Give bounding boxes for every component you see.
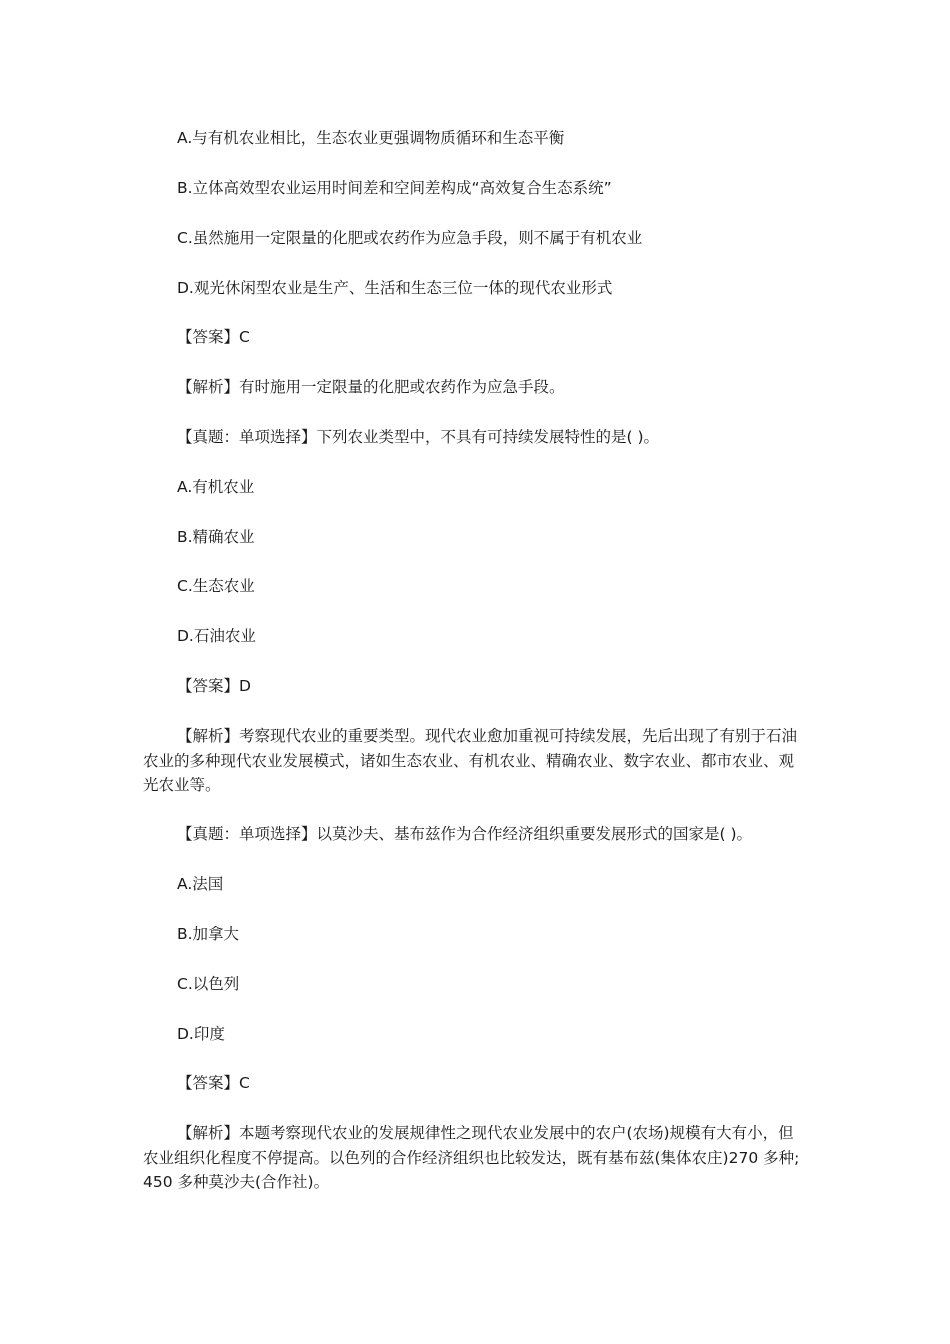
question-3: 【真题：单项选择】以莫沙夫、基布兹作为合作经济组织重要发展形式的国家是( )。 <box>177 825 753 843</box>
answer-q1: 【答案】C <box>177 328 250 346</box>
option-a-q1: A.与有机农业相比，生态农业更强调物质循环和生态平衡 <box>177 129 565 147</box>
option-c-q3: C.以色列 <box>177 975 240 993</box>
analysis-q3: 【解析】本题考察现代农业的发展规律性之现代农业发展中的农户(农场)规模有大有小，但农业组织化程度不停提高。以色列的合作经济组织也比较发达，既有基布兹(集体农庄)270 多种;450 多种莫沙夫(合作社)。 <box>143 1124 800 1191</box>
analysis-q1: 【解析】有时施用一定限量的化肥或农药作为应急手段。 <box>177 378 565 396</box>
answer-q3: 【答案】C <box>177 1074 250 1092</box>
option-a-q2: A.有机农业 <box>177 478 255 496</box>
option-d-q2: D.石油农业 <box>177 627 256 645</box>
option-c-q2: C.生态农业 <box>177 577 255 595</box>
option-b-q2: B.精确农业 <box>177 528 255 546</box>
option-c-q1: C.虽然施用一定限量的化肥或农药作为应急手段，则不属于有机农业 <box>177 229 643 247</box>
analysis-q2: 【解析】考察现代农业的重要类型。现代农业愈加重视可持续发展，先后出现了有别于石油农业的多种现代农业发展模式，诸如生态农业、有机农业、精确农业、数字农业、都市农业、观光农业等。 <box>143 727 798 794</box>
option-b-q3: B.加拿大 <box>177 925 240 943</box>
option-d-q3: D.印度 <box>177 1025 225 1043</box>
answer-q2: 【答案】D <box>177 677 251 695</box>
option-d-q1: D.观光休闲型农业是生产、生活和生态三位一体的现代农业形式 <box>177 279 613 297</box>
option-a-q3: A.法国 <box>177 875 224 893</box>
question-2: 【真题：单项选择】下列农业类型中，不具有可持续发展特性的是( )。 <box>177 428 660 446</box>
option-b-q1: B.立体高效型农业运用时间差和空间差构成“高效复合生态系统” <box>177 179 612 197</box>
